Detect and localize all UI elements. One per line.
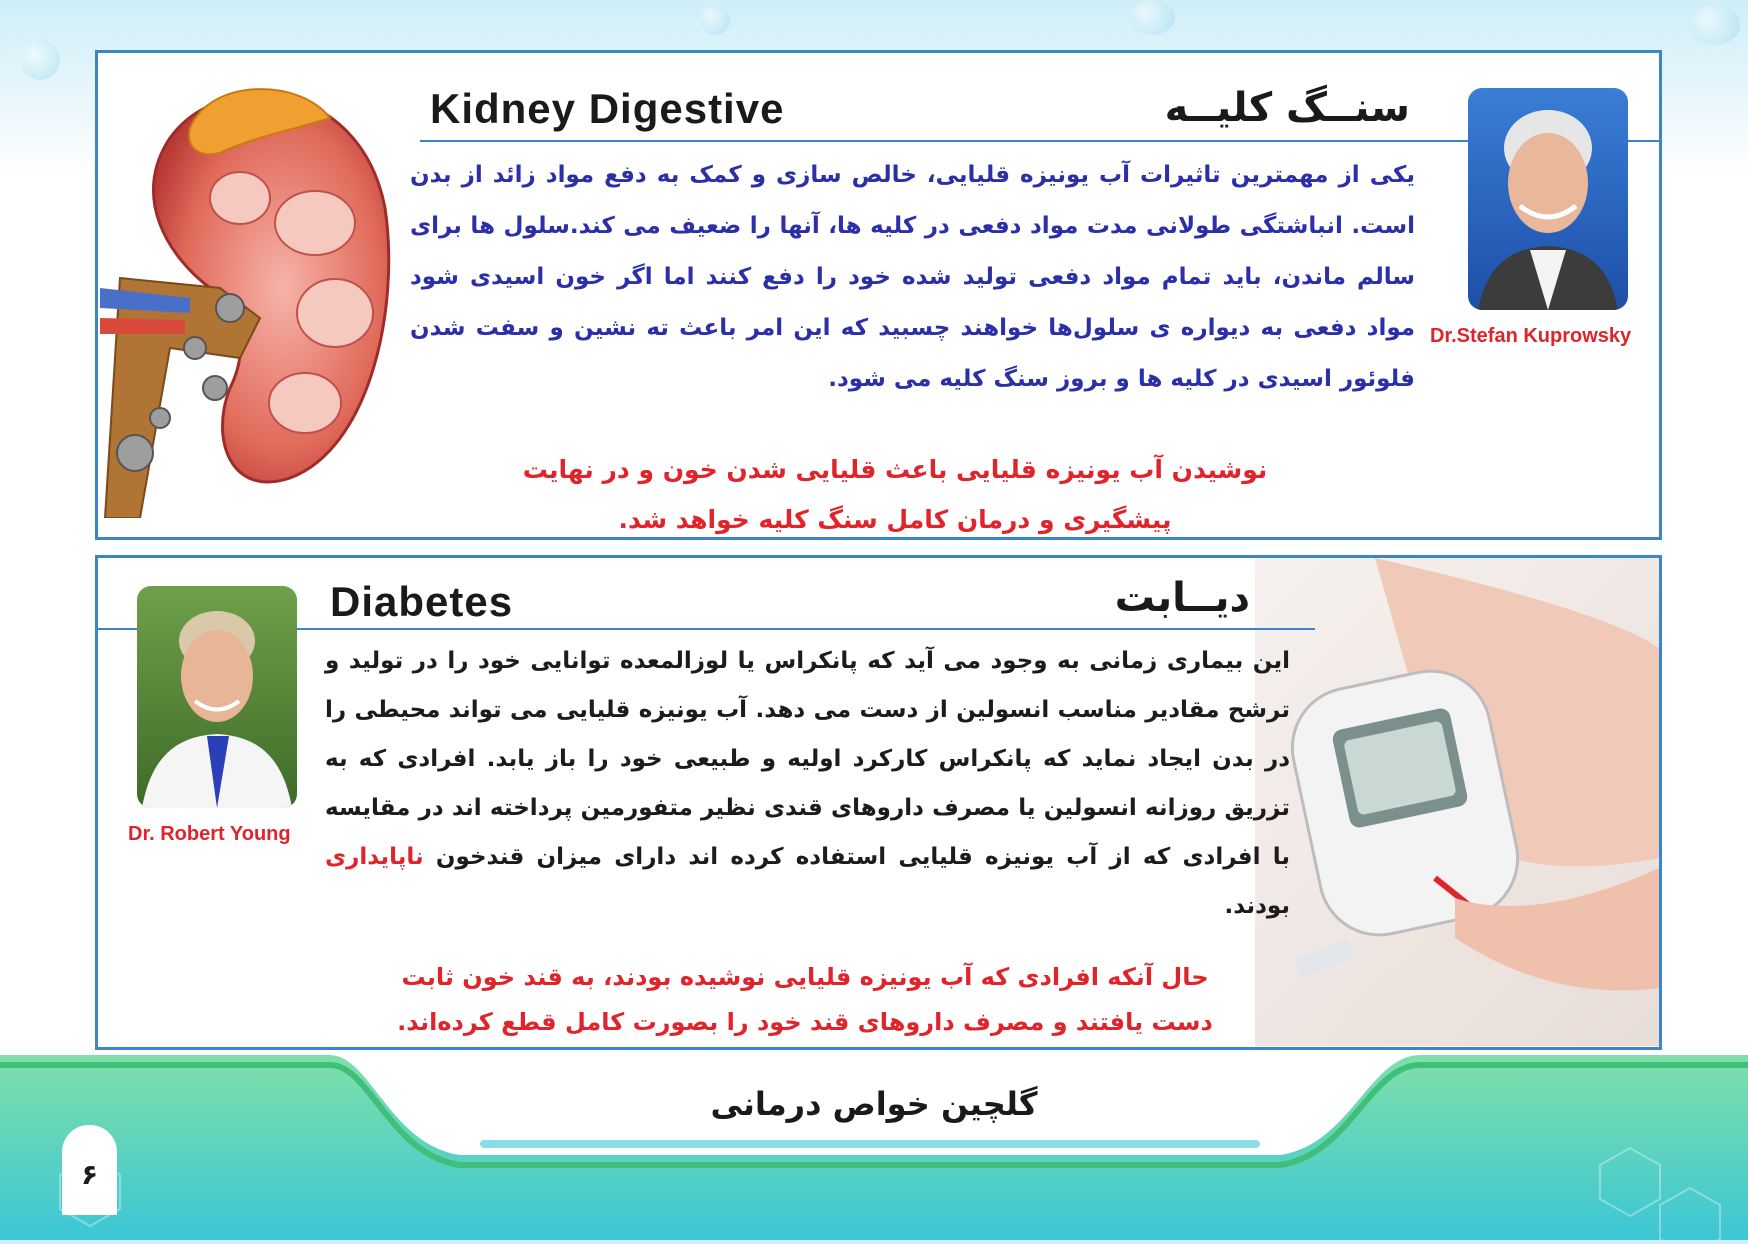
- diabetes-body: [325, 637, 1290, 931]
- kidney-note-line1: نوشیدن آب یونیزه قلیایی باعث قلیایی شدن خون و در نهایت: [522, 455, 1268, 484]
- diabetes-note-line2: دست یافتند و مصرف داروهای قند خود را بصورت کامل قطع کرده‌اند.: [397, 1008, 1213, 1036]
- page-number: ۶: [62, 1125, 117, 1215]
- kidney-title-en: Kidney Digestive: [430, 85, 785, 132]
- glucometer-photo: [1255, 558, 1659, 1046]
- diabetes-body-tail: بودند.: [1224, 893, 1290, 919]
- decor-bubble: [700, 5, 730, 35]
- kidney-note: [420, 445, 1370, 545]
- kidney-doctor-photo: [1468, 88, 1628, 310]
- footer-band: [0, 1055, 1748, 1240]
- kidney-illustration: [100, 58, 400, 518]
- diabetes-note: [340, 955, 1270, 1045]
- decor-bubble: [1130, 0, 1175, 35]
- diabetes-title-en: Diabetes: [330, 578, 514, 625]
- kidney-doctor-caption: Dr.Stefan Kuprowsky: [1430, 325, 1632, 347]
- diabetes-body-highlight: ناپایداری: [325, 844, 424, 870]
- kidney-title-fa: سنــگ کلیــه: [1164, 85, 1410, 131]
- diabetes-title-fa: دیــابت: [1114, 575, 1250, 621]
- diabetes-doctor-photo: [137, 586, 297, 808]
- diabetes-note-line1: حال آنکه افرادی که آب یونیزه قلیایی نوشیده بودند، به قند خون ثابت: [401, 963, 1209, 991]
- footer-title: گلچین خواص درمانی: [710, 1085, 1038, 1123]
- decor-bubble: [1690, 5, 1740, 45]
- kidney-body: یکی از مهمترین تاثیرات آب یونیزه قلیایی، خالص سازی و کمک به دفع مواد زائد از بدن است. انباشتگی طولانی مدت مواد دفعی در کلیه ها، آنها را ضعیف می کند.سلول ها برای سالم ماندن، باید تمام مواد دفعی تولید شده خود را دفع کنند اما اگر خون اسیدی شود مواد دفعی به دیواره ی سلول‌ها خواهند چسبید که این امر باعث ته نشین و سفت شدن فلوئور اسیدی در کلیه ها و بروز سنگ کلیه می شود.: [410, 162, 1415, 392]
- kidney-note-line2: پیشگیری و درمان کامل سنگ کلیه خواهد شد.: [618, 505, 1172, 534]
- diabetes-doctor-caption: Dr. Robert Young: [128, 823, 291, 845]
- decor-bubble: [20, 40, 60, 80]
- diabetes-body-main: این بیماری زمانی به وجود می آید که پانکراس یا لوزالمعده توانایی خود را در تولید و ترشح مقادیر مناسب انسولین از دست می دهد. آب یونیزه قلیایی می تواند محیطی را در بدن ایجاد نماید که پانکراس کارکرد اولیه و طبیعی خود را باز یابد. افرادی که به تزریق روزانه انسولین یا مصرف داروهای قندی نظیر متفورمین پرداخته اند در مقایسه با افرادی که از آب یونیزه قلیایی استفاده کرده اند دارای میزان قندخون: [325, 648, 1290, 870]
